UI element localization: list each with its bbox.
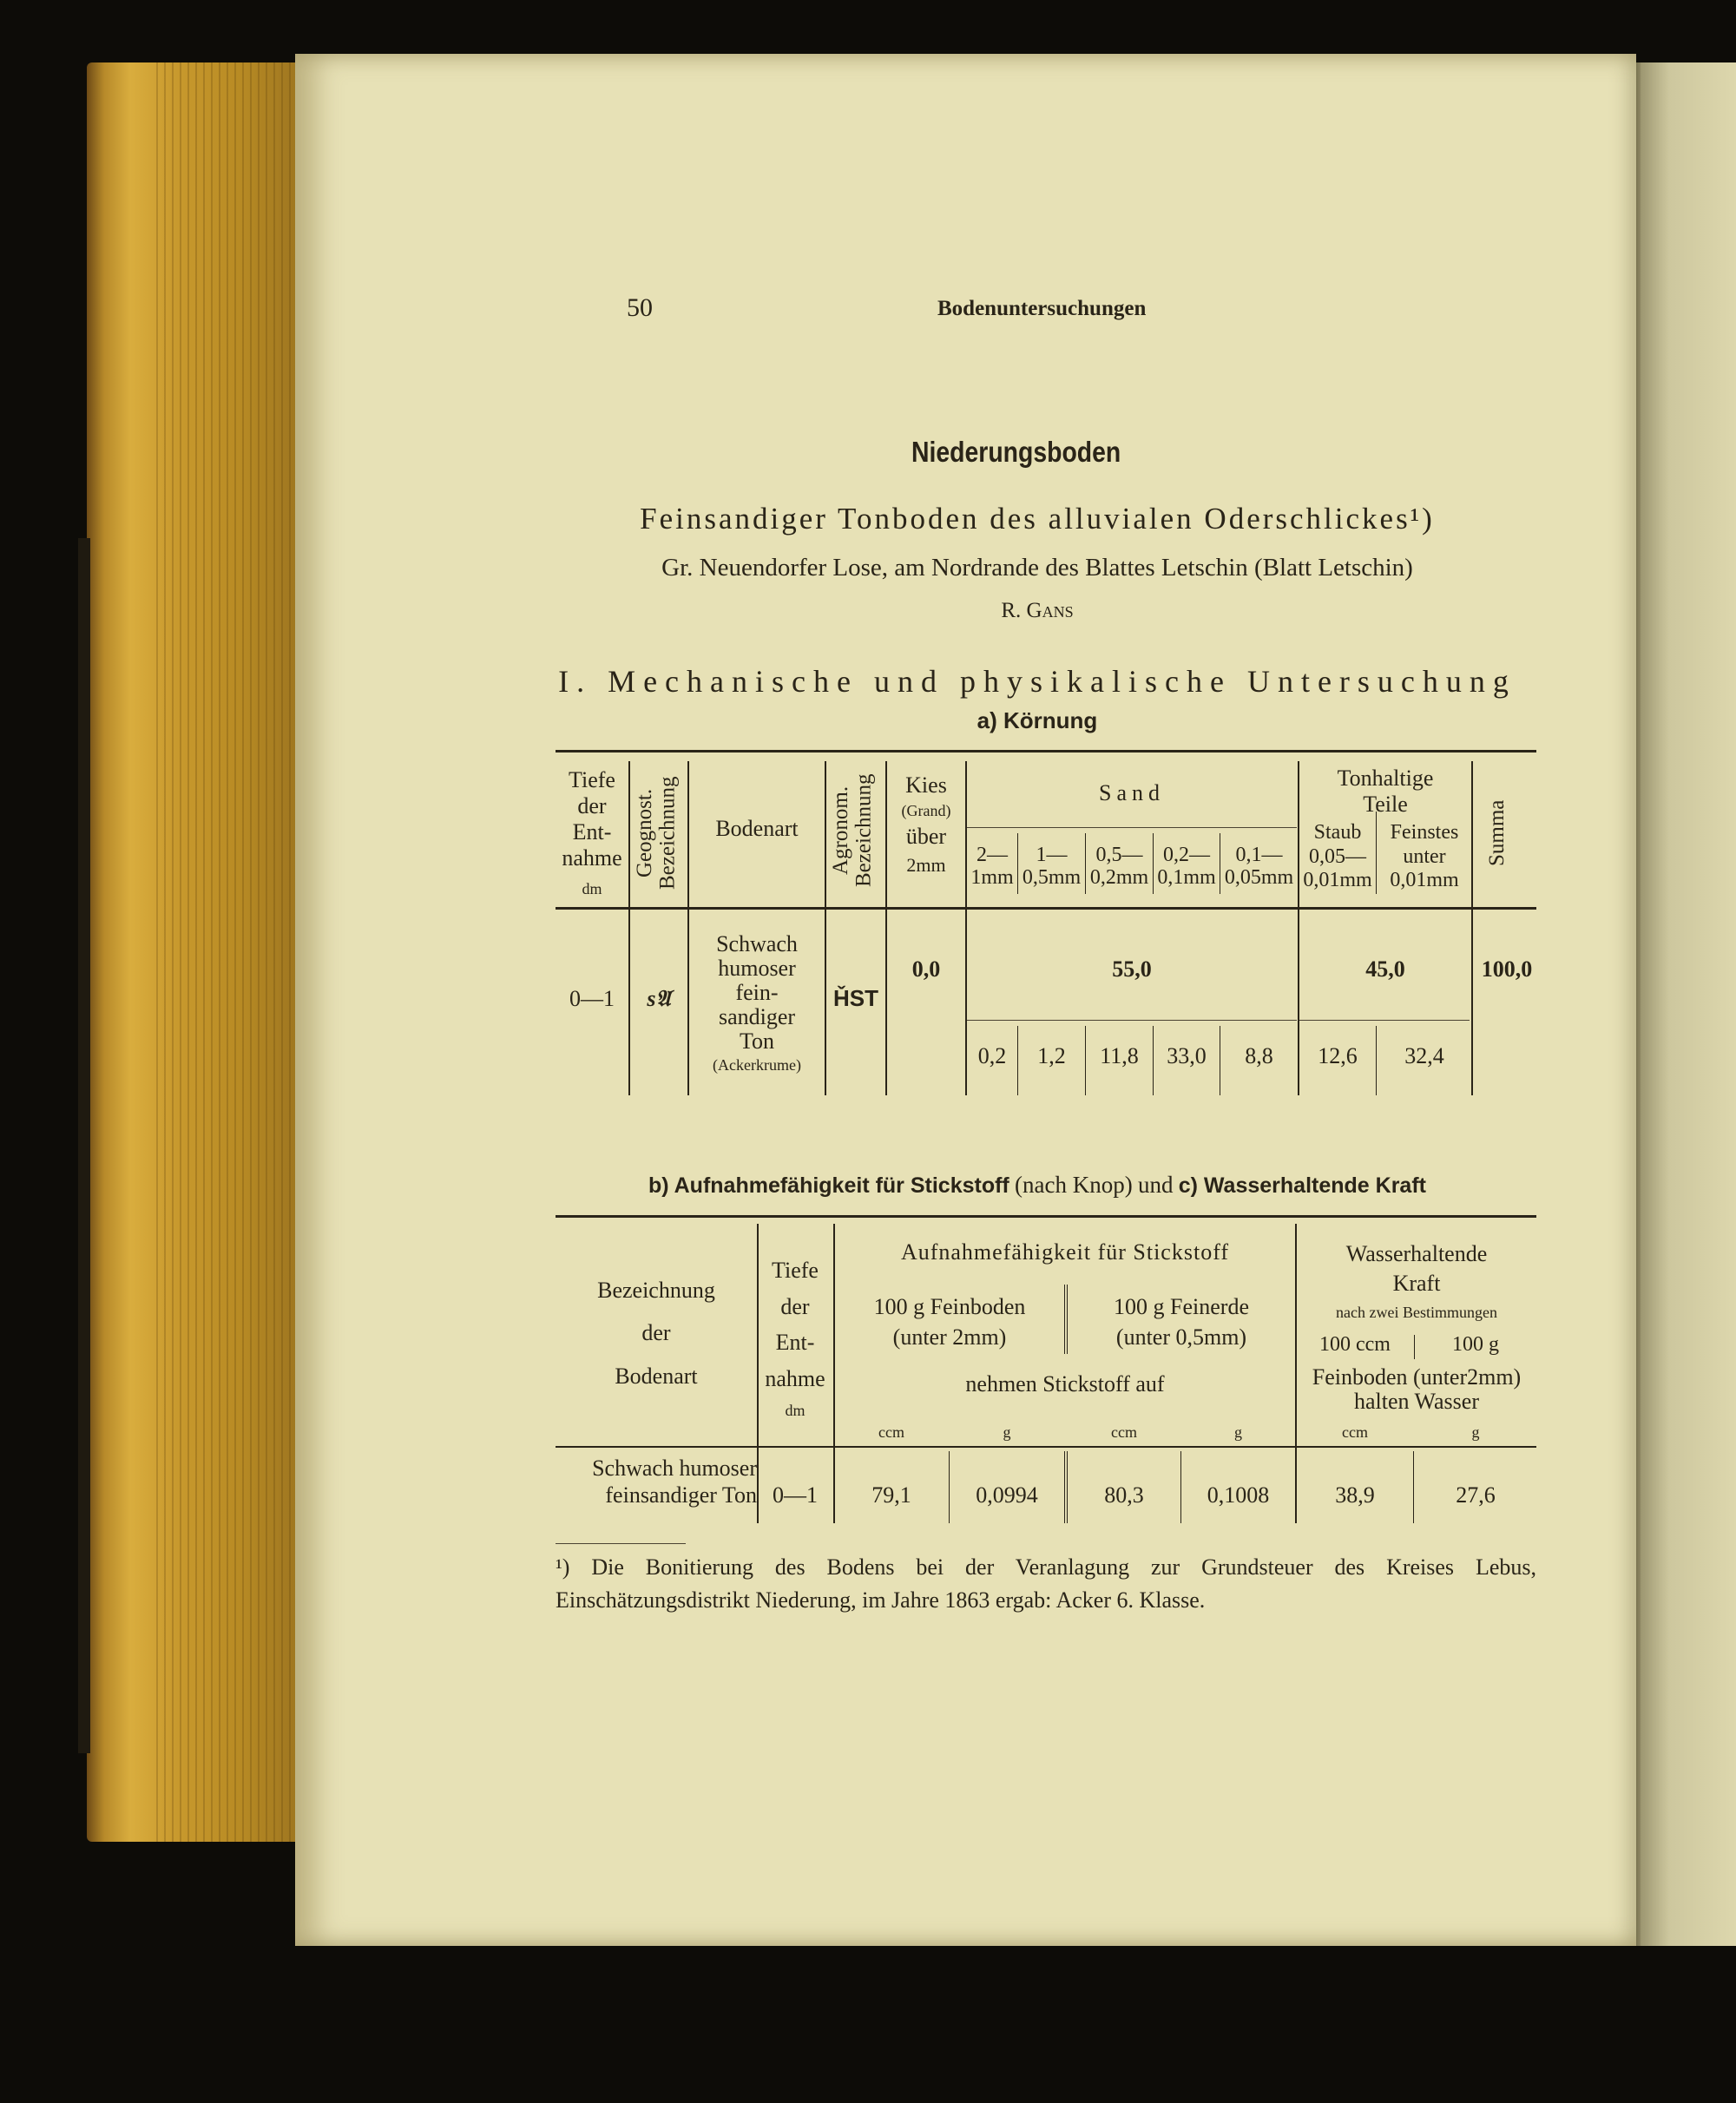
row-summa: 100,0 — [1481, 956, 1533, 982]
header-staub-line: 0,01mm — [1303, 869, 1372, 892]
header-bezeichnung-line: der — [641, 1320, 671, 1346]
row-bodenart-line: Ton — [739, 1028, 775, 1055]
header-agronom: Agronom. Bezeichnung — [829, 773, 876, 888]
header-feinboden — [835, 1291, 1064, 1352]
subsection-bc-title — [556, 1172, 1519, 1199]
header-staub-line: 0,05— — [1309, 844, 1366, 868]
header-wasser-halten: halten Wasser — [1354, 1389, 1479, 1414]
header-summa: Summa — [1485, 799, 1509, 867]
header-tiefe-2-line: nahme — [765, 1365, 825, 1391]
row-geognost: s𝔄 — [647, 986, 671, 1011]
location-line: Gr. Neuendorfer Lose, am Nordrande des Blattes Letschin (Blatt Letschin) — [661, 554, 1413, 582]
subsection-c-label: c) Wasserhaltende Kraft — [1178, 1173, 1426, 1198]
header-feinstes-line: Feinstes — [1390, 821, 1459, 844]
row-ton-value: 32,4 — [1404, 1043, 1444, 1068]
header-staub — [1299, 821, 1376, 893]
header-tiefe-line: nahme — [562, 844, 622, 871]
header-feinerde-line: 100 g Feinerde — [1114, 1294, 1249, 1319]
header-feinboden-line: 100 g Feinboden — [873, 1294, 1026, 1319]
row2-bezeichnung-line: Schwach humoser — [592, 1456, 757, 1481]
row2-value: 0,0994 — [976, 1482, 1038, 1508]
footnote: ¹) Die Bonitierung des Bodens bei der Veranlagung zur Grundsteuer des Kreises Lebus, Einschätzungsdistrikt Niederung, im Jahre 1863 ergab: Acker 6. Klasse. — [556, 1554, 1536, 1613]
header-kies-line: über — [905, 823, 947, 849]
row-bodenart-line: humoser — [718, 956, 796, 982]
header-tiefe-2 — [757, 1252, 833, 1423]
header-kies — [887, 772, 965, 877]
row-kies: 0,0 — [911, 956, 941, 982]
header-bezeichnung-line: Bezeichnung — [597, 1278, 715, 1303]
header-feinerde-line: (unter 0,5mm) — [1115, 1324, 1247, 1351]
subsection-a-title: a) Körnung — [976, 707, 1098, 733]
header-wasser-ccm: 100 ccm — [1319, 1333, 1391, 1356]
header-wasser-line: Wasserhaltende — [1345, 1241, 1488, 1266]
header-tiefe-2-line: Tiefe — [772, 1258, 819, 1283]
header-sand-1-05: 1— 0,5mm — [1022, 844, 1082, 890]
author: R. Gans — [1001, 599, 1074, 622]
header-sand-05-02: 0,5— 0,2mm — [1089, 844, 1149, 890]
table2-sub-vline — [1064, 1451, 1065, 1523]
row2-value: 79,1 — [871, 1482, 911, 1508]
header-feinstes-line: unter — [1403, 844, 1446, 868]
header-sand: Sand — [1099, 780, 1165, 805]
header-tonhaltige-line: Teile — [1363, 791, 1408, 817]
table1-vline — [628, 761, 630, 1095]
header-kies-line: (Grand) — [901, 801, 951, 819]
header-kies-line: Kies — [905, 772, 947, 798]
row-sand-value: 33,0 — [1167, 1043, 1207, 1068]
table1-top-rule — [556, 750, 1536, 752]
table1-sub-vline — [1376, 812, 1377, 894]
row-sand-value: 11,8 — [1100, 1043, 1139, 1068]
header-feinstes-line: 0,01mm — [1390, 869, 1459, 892]
table1-vline — [825, 761, 826, 1095]
section-title: Niederungsboden — [911, 436, 1121, 468]
unit-label: ccm — [1111, 1423, 1137, 1441]
table2-header-rule — [556, 1446, 1536, 1448]
header-tiefe-line: Tiefe — [569, 767, 615, 792]
page-number: 50 — [627, 293, 653, 322]
row2-bezeichnung-line: feinsandiger Ton — [605, 1482, 757, 1508]
row-bodenart-line: sandiger — [718, 1004, 796, 1030]
header-tiefe-2-line: der — [780, 1293, 810, 1319]
row-ton-value: 12,6 — [1318, 1043, 1358, 1068]
header-tonhaltige-line: Tonhaltige — [1337, 766, 1434, 791]
row2-tiefe: 0—1 — [773, 1482, 818, 1508]
header-feinerde — [1068, 1291, 1295, 1352]
table2-sub-vline — [1413, 1451, 1414, 1523]
subsection-b-label: b) Aufnahmefähigkeit für Stickstoff — [648, 1173, 1009, 1198]
row-bodenart-note: (Ackerkrume) — [713, 1056, 801, 1075]
header-feinboden-line: (unter 2mm) — [892, 1324, 1007, 1351]
header-wasser-feinboden: Feinboden (unter2mm) — [1312, 1364, 1522, 1390]
header-sand-01-005: 0,1— 0,05mm — [1224, 844, 1294, 890]
row-sand-value: 1,2 — [1037, 1043, 1066, 1068]
row2-value: 0,1008 — [1207, 1482, 1270, 1508]
header-bezeichnung — [556, 1269, 757, 1397]
row2-value: 27,6 — [1456, 1482, 1496, 1508]
book-cover-strip — [78, 538, 90, 1753]
header-tonhaltige — [1299, 766, 1471, 818]
row-agronom: ȞST — [833, 985, 878, 1011]
table2-top-rule — [556, 1215, 1536, 1218]
header-geognost: Geognost. Bezeichnung — [633, 776, 680, 890]
table2-sub-vline — [1064, 1285, 1065, 1354]
table2-sub-vline — [1414, 1335, 1415, 1359]
header-bodenart: Bodenart — [715, 816, 799, 841]
row-sand-value: 0,2 — [977, 1043, 1007, 1068]
header-bezeichnung-line: Bodenart — [615, 1363, 698, 1389]
header-tiefe-2-unit: dm — [785, 1402, 806, 1420]
table1-vline — [1471, 761, 1473, 1095]
header-kies-line: 2mm — [906, 854, 946, 877]
row-bodenart-line: Schwach — [716, 931, 798, 956]
header-sand-02-01: 0,2— 0,1mm — [1157, 844, 1216, 890]
row-ton-total: 45,0 — [1365, 956, 1405, 982]
table1-sub-vline — [1376, 1026, 1377, 1095]
header-feinstes — [1378, 821, 1471, 893]
subtitle: Feinsandiger Tonboden des alluvialen Oderschlickes¹) — [640, 502, 1435, 536]
header-tiefe-unit: dm — [582, 879, 602, 897]
header-tiefe-line: der — [577, 792, 607, 818]
table1-ton-value-rule — [1299, 1020, 1470, 1021]
footnote-rule — [556, 1543, 686, 1544]
table1-header-rule — [556, 907, 1536, 910]
row2-bezeichnung — [549, 1455, 757, 1508]
book-page-edge-lines — [156, 62, 295, 1842]
row-bodenart-line: fein- — [735, 980, 779, 1006]
unit-label: g — [1003, 1423, 1011, 1441]
header-tiefe-line: Ent- — [572, 818, 612, 844]
header-sand-2-1: 2— 1mm — [970, 844, 1014, 890]
header-tiefe — [556, 767, 628, 897]
header-tiefe-2-line: Ent- — [775, 1330, 815, 1356]
row-sand-value: 8,8 — [1245, 1043, 1273, 1068]
header-wasser — [1297, 1239, 1536, 1298]
row2-value: 38,9 — [1335, 1482, 1375, 1508]
facing-page-edge — [1641, 62, 1736, 1946]
row2-value: 80,3 — [1104, 1482, 1144, 1508]
subsection-b-note: (nach Knop) — [1015, 1172, 1133, 1198]
row-sand-total: 55,0 — [1112, 956, 1152, 982]
subsection-und: und — [1137, 1172, 1174, 1198]
unit-label: g — [1471, 1423, 1480, 1441]
header-wasser-note: nach zwei Bestimmungen — [1336, 1304, 1497, 1321]
header-staub-line: Staub — [1313, 821, 1362, 844]
running-head: Bodenuntersuchungen — [937, 297, 1147, 320]
header-wasser-line: Kraft — [1392, 1270, 1441, 1296]
header-nehmen: nehmen Stickstoff auf — [965, 1371, 1165, 1397]
table1-sand-value-rule — [967, 1020, 1297, 1021]
unit-label: g — [1234, 1423, 1242, 1441]
table1-sand-subrule — [967, 827, 1297, 828]
unit-label: ccm — [1342, 1423, 1368, 1441]
header-aufnahme: Aufnahmefähigkeit für Stickstoff — [900, 1239, 1230, 1265]
header-wasser-g: 100 g — [1452, 1333, 1499, 1356]
row-tiefe: 0—1 — [569, 986, 615, 1011]
part-title: I. Mechanische und physikalische Untersuchung — [558, 664, 1516, 699]
row-bodenart — [689, 932, 825, 1075]
unit-label: ccm — [878, 1423, 904, 1441]
